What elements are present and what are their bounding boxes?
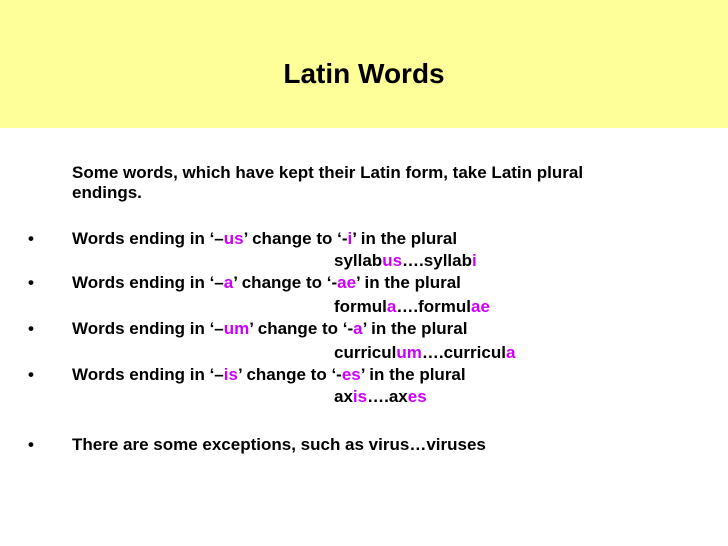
- plural-ending: i: [347, 229, 353, 248]
- example-separator: ….: [421, 343, 444, 362]
- rule-text: ’ in the plural: [352, 229, 458, 248]
- rule-text: Words ending in ‘–: [72, 273, 224, 292]
- example-stem: formul: [334, 297, 387, 316]
- example-stem: curricul: [334, 343, 397, 362]
- example-is: [334, 386, 427, 408]
- example-plural-ending: ae: [470, 297, 490, 316]
- rule-text: Words ending in ‘–: [72, 229, 224, 248]
- example-separator: ….: [402, 251, 424, 270]
- example-stem: syllab: [334, 251, 383, 270]
- rule-is: [72, 364, 466, 386]
- bullet-marker: •: [28, 365, 34, 384]
- example-us: [334, 250, 477, 272]
- rule-text: ’ change to ‘-: [249, 319, 354, 338]
- rule-text: ’ change to ‘-: [233, 273, 338, 292]
- example-stem: ax: [388, 387, 408, 406]
- example-separator: ….: [396, 297, 419, 316]
- plural-ending: a: [353, 319, 363, 338]
- rule-text: Words ending in ‘–: [72, 365, 224, 384]
- example-stem: curricul: [443, 343, 506, 362]
- bullet-marker: •: [28, 435, 34, 454]
- example-stem: ax: [334, 387, 353, 406]
- bullet-marker: •: [28, 319, 34, 338]
- bullet-marker: •: [28, 273, 34, 292]
- example-singular-ending: us: [382, 251, 403, 270]
- rule-a: [72, 272, 461, 294]
- singular-ending: a: [223, 273, 234, 292]
- example-singular-ending: um: [396, 343, 422, 362]
- singular-ending: is: [223, 365, 238, 384]
- example-plural-ending: i: [471, 251, 477, 270]
- example-plural-ending: es: [407, 387, 427, 406]
- title-band: [0, 0, 728, 128]
- example-um: [334, 342, 515, 364]
- example-plural-ending: a: [505, 343, 516, 362]
- plural-ending: ae: [337, 273, 357, 292]
- intro-line-1: Some words, which have kept their Latin form, take Latin plural: [72, 163, 584, 182]
- example-separator: ….: [367, 387, 389, 406]
- singular-ending: um: [223, 319, 250, 338]
- example-stem: syllab: [423, 251, 472, 270]
- rule-text: Words ending in ‘–: [72, 319, 224, 338]
- rule-us: [72, 228, 457, 250]
- rule-text: ’ change to ‘-: [237, 365, 342, 384]
- slide-title: Latin Words: [283, 58, 445, 89]
- rule-text: ’ in the plural: [362, 319, 468, 338]
- exceptions-note: There are some exceptions, such as virus…viruses: [72, 435, 486, 454]
- plural-ending: es: [341, 365, 361, 384]
- example-singular-ending: is: [352, 387, 368, 406]
- rule-text: ’ change to ‘-: [243, 229, 348, 248]
- bullet-marker: •: [28, 229, 34, 248]
- singular-ending: us: [223, 229, 244, 248]
- rule-text: ’ in the plural: [360, 365, 466, 384]
- example-a: [334, 296, 490, 318]
- intro-line-2: endings.: [72, 183, 142, 202]
- example-singular-ending: a: [386, 297, 397, 316]
- rule-um: [72, 318, 467, 340]
- example-stem: formul: [418, 297, 471, 316]
- rule-text: ’ in the plural: [356, 273, 461, 292]
